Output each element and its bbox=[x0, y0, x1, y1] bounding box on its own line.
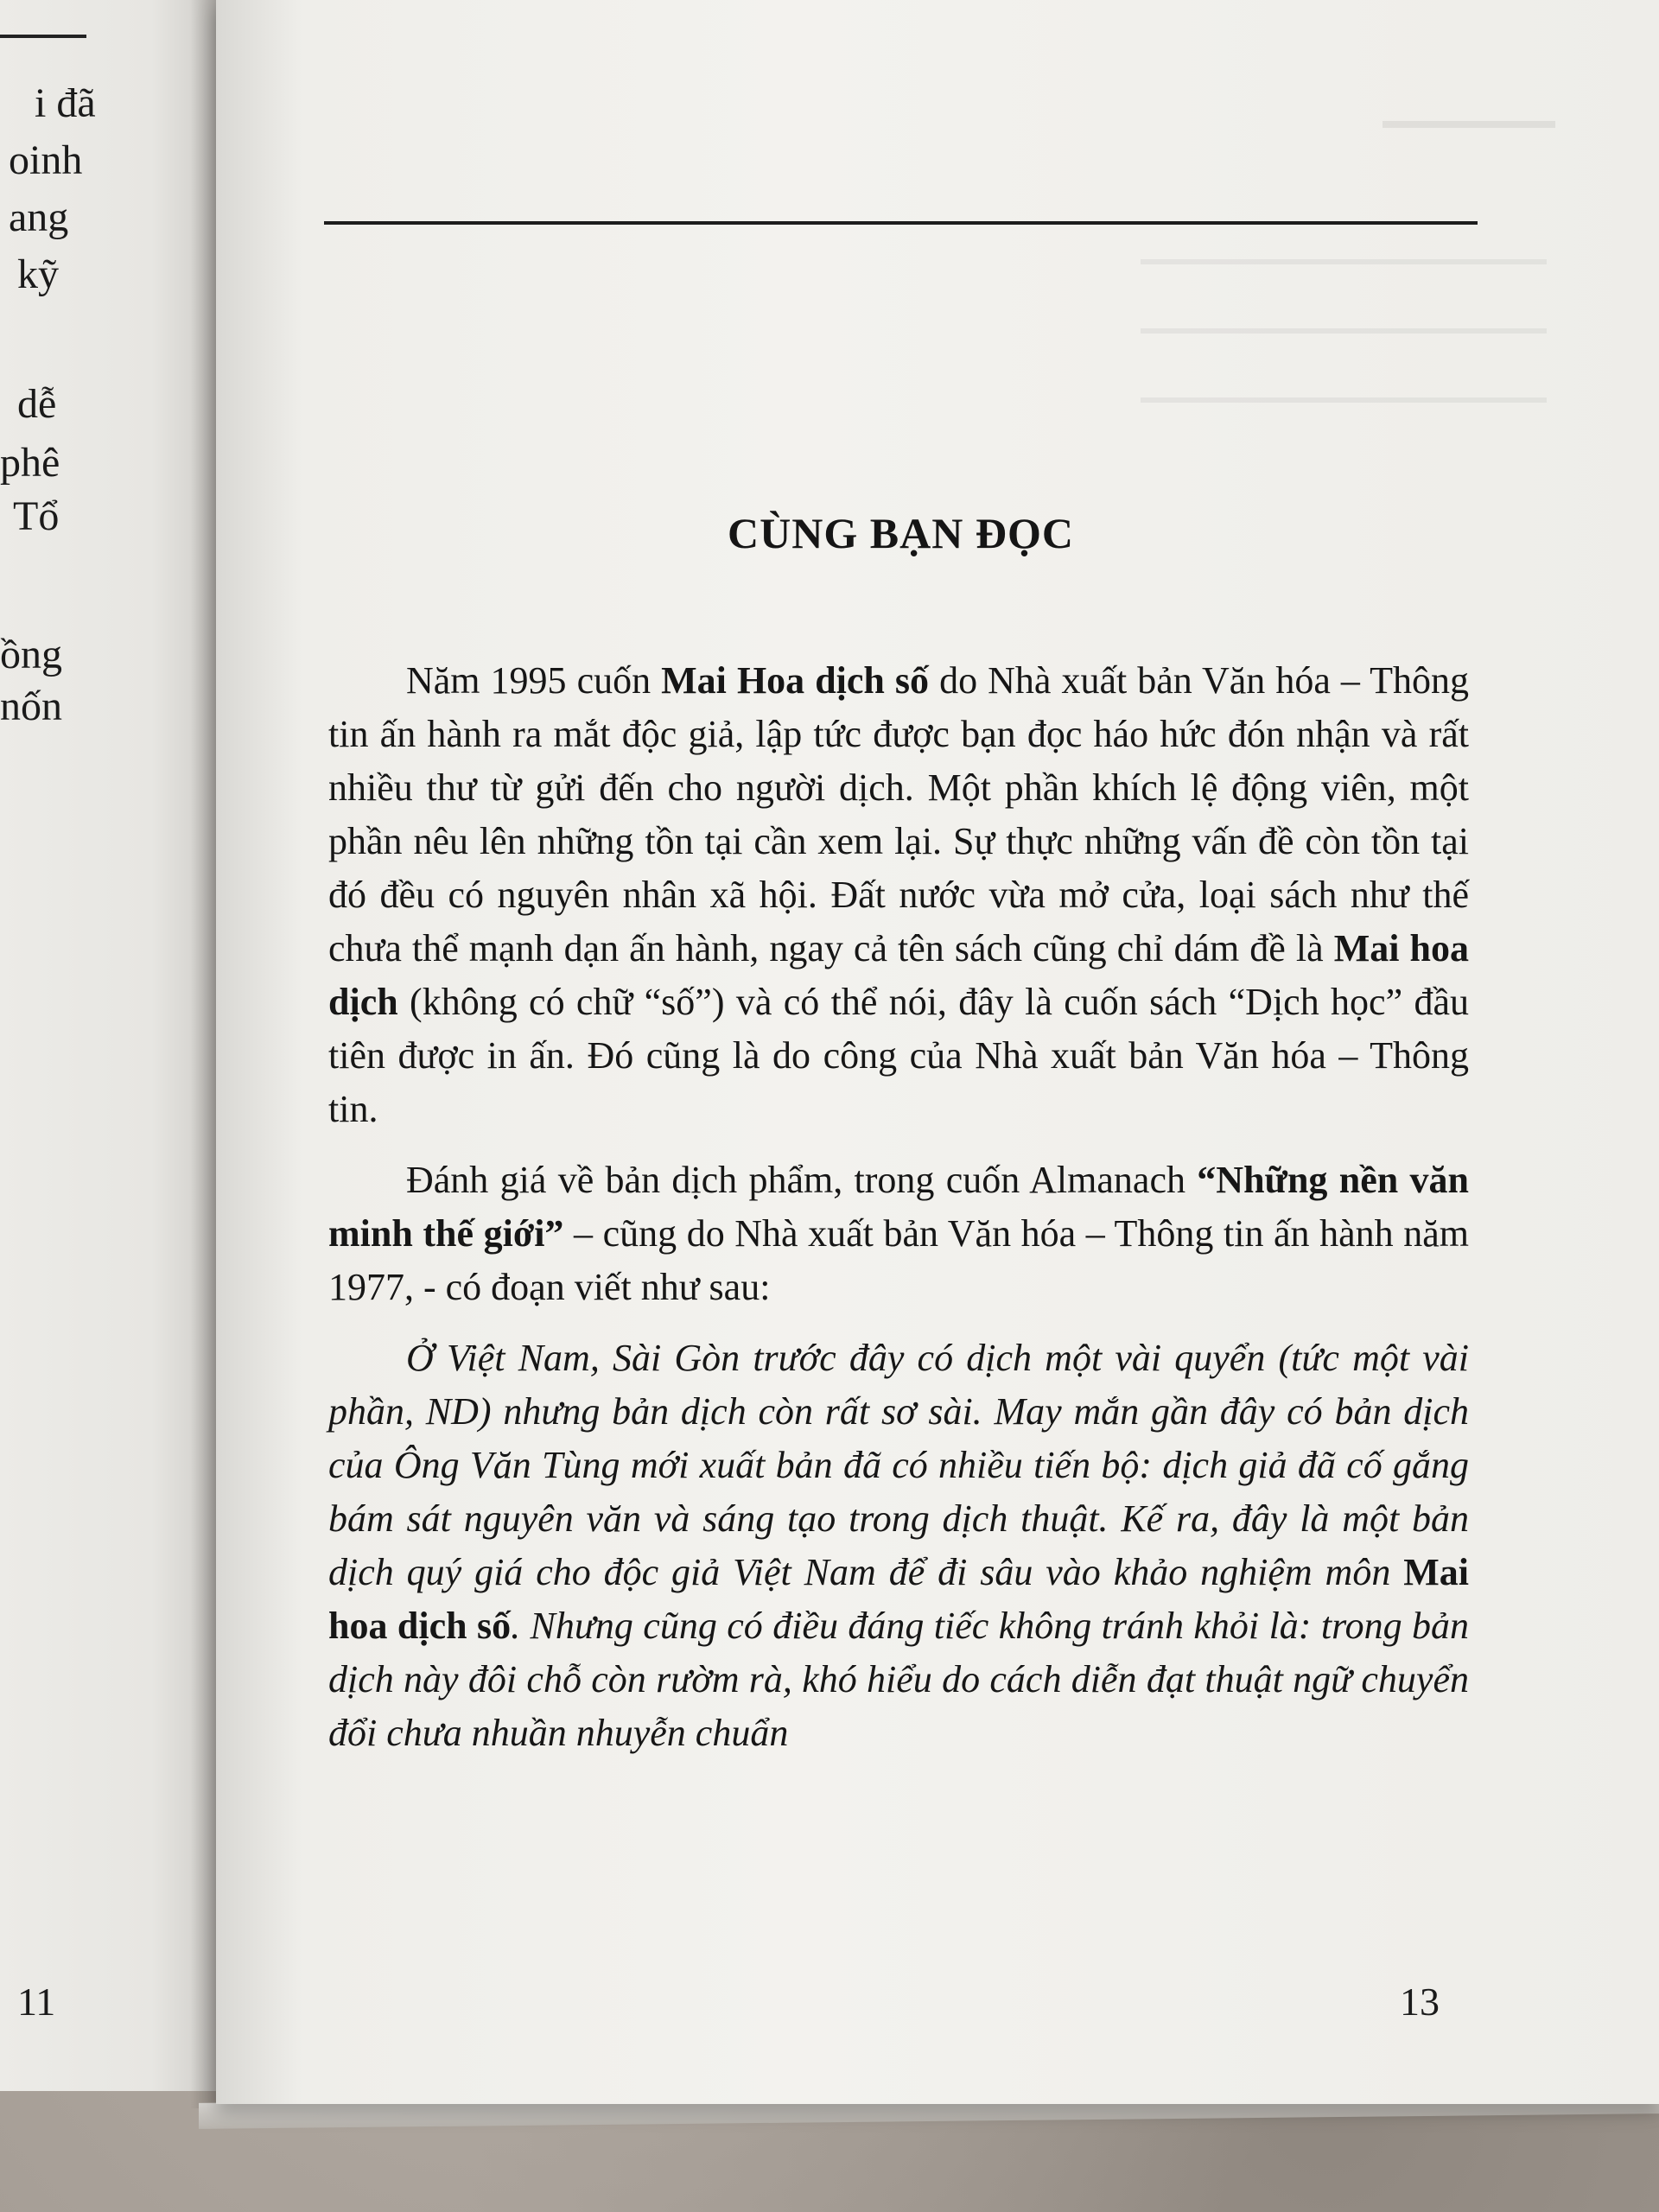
left-page bbox=[0, 0, 216, 2091]
text-run: do Nhà xuất bản Văn hóa – Thông tin ấn hành ra mắt độc giả, lập tức được bạn đọc háo hức đón nhận và rất nhiều thư từ gửi đến cho người dịch. Một phần khích lệ động viên, một phần nêu lên những tồn tại cần xem lại. Sự thực những vấn đề còn tồn tại đó đều có nguyên nhân xã hội. Đất nước vừa mở cửa, loại sách như thế chưa thể mạnh dạn ấn hành, ngay cả tên sách cũng chỉ dám đề là bbox=[328, 659, 1469, 969]
show-through-texture bbox=[1382, 121, 1555, 128]
text-run: – cũng do Nhà xuất bản Văn hóa – Thông tin ấn hành năm 1977, - có đoạn viết như sau: bbox=[328, 1212, 1469, 1308]
almanach-title-bold: “Những nền văn minh thế giới” bbox=[328, 1159, 1469, 1255]
text-run: (không có chữ “số”) và có thể nói, đây là cuốn sách “Dịch học” đầu tiên được in ấn. Đó cũng là do công của Nhà xuất bản Văn hóa – Thông tin. bbox=[328, 981, 1469, 1130]
left-page-line: i đã bbox=[35, 80, 96, 126]
text-run: Đánh giá về bản dịch phẩm, trong cuốn Almanach bbox=[406, 1159, 1198, 1201]
left-page-top-rule bbox=[0, 0, 86, 38]
left-page-line: oinh bbox=[9, 137, 83, 183]
show-through-texture bbox=[1141, 397, 1547, 403]
quotation bbox=[328, 1332, 1469, 1760]
left-page-line: kỹ bbox=[17, 251, 59, 297]
left-page-line: dễ bbox=[17, 381, 57, 427]
show-through-texture bbox=[1141, 328, 1547, 334]
left-page-line: phê bbox=[0, 440, 60, 486]
text-run: Năm 1995 cuốn bbox=[406, 659, 662, 702]
left-page-line: ang bbox=[9, 194, 69, 240]
book-title-bold: Mai hoa dịch bbox=[328, 927, 1469, 1023]
show-through-texture bbox=[1141, 259, 1547, 264]
page-title: CÙNG BẠN ĐỌC bbox=[728, 509, 1074, 557]
paragraph-2 bbox=[328, 1154, 1469, 1314]
quote-bold-title: Mai hoa dịch số bbox=[328, 1551, 1469, 1647]
left-page-line: nốn bbox=[0, 683, 62, 729]
left-page-line: Tổ bbox=[13, 493, 60, 539]
body-text bbox=[328, 654, 1469, 1760]
quote-text-run: Ở Việt Nam, Sài Gòn trước đây có dịch một vài quyển (tức một vài phần, ND) nhưng bản dịch còn rất sơ sài. May mắn gần đây có bản dịch của Ông Văn Tùng mới xuất bản đã có nhiều tiến bộ: dịch giả đã cố gắng bám sát nguyên văn và sáng tạo trong dịch thuật. Kế ra, đây là một bản dịch quý giá cho độc giả Việt Nam để đi sâu vào khảo nghiệm môn bbox=[328, 1337, 1469, 1593]
paragraph-1 bbox=[328, 654, 1469, 1136]
header-rule bbox=[324, 221, 1478, 225]
quote-text-run: . Nhưng cũng có điều đáng tiếc không tránh khỏi là: trong bản dịch này đôi chỗ còn rườm rà, khó hiểu do cách diễn đạt thuật ngữ chuyển đổi chưa nhuần nhuyễn chuẩn bbox=[328, 1605, 1469, 1754]
page-number: 13 bbox=[1400, 1980, 1440, 2024]
book-title-bold: Mai Hoa dịch số bbox=[661, 659, 930, 702]
left-page-line: ồng bbox=[0, 632, 62, 677]
left-page-number: 11 bbox=[17, 1980, 56, 2024]
